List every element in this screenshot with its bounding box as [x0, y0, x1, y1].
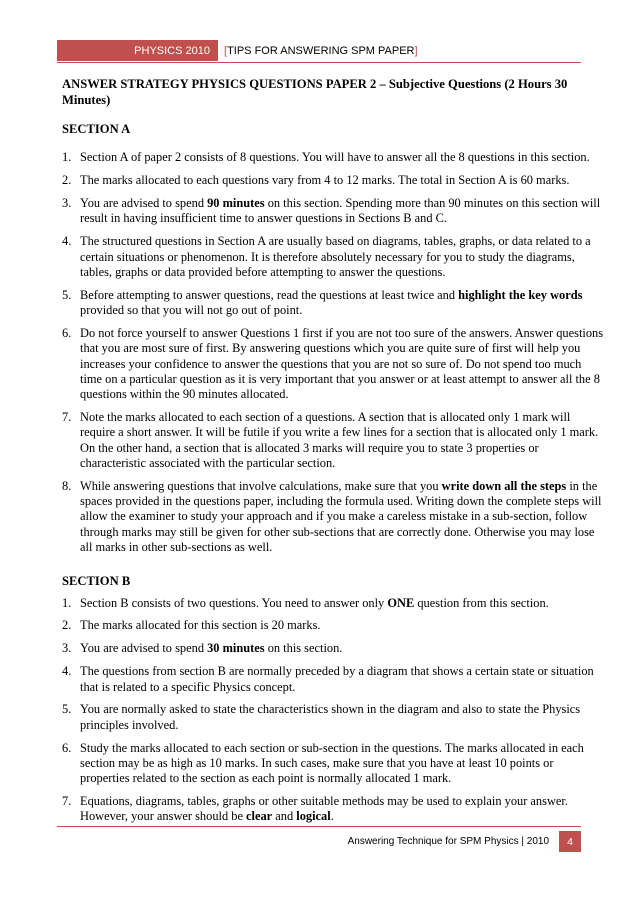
item-emphasis: 30 minutes [207, 641, 265, 656]
item-text: and [272, 809, 297, 824]
list-item [62, 173, 604, 188]
item-text: question from this section. [414, 595, 549, 610]
item-number: 1. [62, 595, 72, 610]
list-item [62, 664, 604, 695]
section-b-heading: SECTION B [62, 574, 131, 589]
item-text: Study the marks allocated to each section or sub-section in the questions. The marks allocated in each section may be as high as 10 marks. In such cases, make sure that you have at least 10 points or properties related to the section as each point is normally allocated 1 mark. [80, 740, 584, 786]
item-number: 2. [62, 173, 72, 188]
item-number: 5. [62, 287, 72, 302]
item-text: Do not force yourself to answer Questions 1 first if you are not too sure of the answers. Answer questions that you are most sure of first. By answering questions which you are quite sure of first will help you increases your confidence to answer the questions that you are not so sure of. Do not spend too much time on a particular question as it is very important that you answer or at least attempt to answer all the 8 questions within the 90 minutes allocated. [80, 325, 604, 402]
item-number: 8. [62, 478, 72, 493]
item-text: The questions from section B are normally preceded by a diagram that shows a certain state or situation that is related to a specific Physics concept. [80, 664, 594, 694]
item-emphasis: ONE [387, 595, 415, 610]
page-footer [348, 831, 581, 852]
item-number: 3. [62, 641, 72, 656]
list-item [62, 479, 604, 555]
list-item [62, 234, 604, 280]
header-rule [57, 62, 581, 63]
list-item [62, 196, 604, 227]
item-emphasis: logical [296, 809, 331, 824]
list-item [62, 618, 604, 633]
item-number: 3. [62, 196, 72, 211]
section-a-heading: SECTION A [62, 122, 131, 136]
list-item [62, 410, 604, 471]
item-text: Before attempting to answer questions, read the questions at least twice and [80, 287, 459, 302]
list-item [62, 288, 604, 319]
item-number: 4. [62, 664, 72, 679]
item-number: 5. [62, 702, 72, 717]
document-title: ANSWER STRATEGY PHYSICS QUESTIONS PAPER 2 – Subjective Questions (2 Hours 30 Minutes) [62, 77, 568, 107]
page-content [62, 76, 604, 832]
item-number: 1. [62, 150, 72, 165]
item-text: While answering questions that involve calculations, make sure that you [80, 478, 442, 493]
item-text: Section A of paper 2 consists of 8 questions. You will have to answer all the 8 questions in this section. [80, 150, 590, 165]
list-item [62, 641, 604, 656]
item-text: on this section. [264, 641, 343, 656]
page-header [57, 40, 418, 61]
item-number: 6. [62, 325, 72, 340]
item-number: 7. [62, 794, 72, 809]
section-a-list [62, 150, 604, 555]
item-emphasis: 90 minutes [207, 196, 265, 211]
header-bracket-close: ] [414, 44, 418, 57]
item-text: The structured questions in Section A are usually based on diagrams, tables, graphs, or data related to a certain situations or phenomenon. It is therefore absolutely necessary for you to study the diagrams, tables, graphs or data provided before attempting to answer the questions. [80, 234, 591, 279]
list-item [62, 326, 604, 402]
header-title-wrap [224, 45, 418, 57]
item-emphasis: clear [246, 809, 273, 824]
list-item [62, 596, 604, 611]
item-text: Equations, diagrams, tables, graphs or other suitable methods may be used to explain your answer. However, your answer should be [80, 794, 568, 824]
list-item [62, 794, 604, 825]
page-number-badge [559, 831, 581, 852]
header-course: PHYSICS 2010 [134, 44, 210, 57]
item-text: provided so that you will not go out of point. [80, 303, 303, 318]
item-text: You are normally asked to state the characteristics shown in the diagram and also to state the Physics principles involved. [80, 702, 581, 732]
list-item [62, 150, 604, 165]
header-course-badge [57, 40, 218, 61]
item-number: 2. [62, 618, 72, 633]
item-text: in the spaces provided in the questions paper, including the formula used. Writing down the complete steps will allow the examiner to study your approach and if you make a careless mistake in a sub-section, follow through marks may still be given for other sub-sections that are correctly done. Otherwise you may lose all marks in other sub-sections as well. [80, 478, 602, 554]
item-text: The marks allocated to each questions vary from 4 to 12 marks. The total in Section A is 60 marks. [80, 173, 570, 188]
footer-rule [57, 826, 581, 827]
list-item [62, 741, 604, 787]
footer-text: Answering Technique for SPM Physics | 2010 [347, 836, 549, 847]
item-text: The marks allocated for this section is 20 marks. [80, 618, 321, 633]
header-title: TIPS FOR ANSWERING SPM PAPER [227, 44, 415, 57]
header-bracket-open: [ [224, 44, 228, 57]
item-number: 7. [62, 410, 72, 425]
item-text: You are advised to spend [80, 641, 208, 656]
item-text: . [330, 809, 334, 824]
page-number: 4 [567, 835, 573, 848]
list-item [62, 702, 604, 733]
item-number: 6. [62, 740, 72, 755]
item-text: on this section. Spending more than 90 minutes on this section will result in having insufficient time to answer questions in Sections B and C. [80, 196, 601, 226]
item-text: Note the marks allocated to each section of a questions. A section that is allocated only 1 mark will require a short answer. It will be futile if you write a few lines for a section that is allocated only 1 mark. On the other hand, a section that is allocated 3 marks will require you to state 3 properties or characteristic associated with the particular section. [80, 410, 599, 470]
item-emphasis: write down all the steps [441, 478, 567, 493]
item-text: You are advised to spend [80, 196, 208, 211]
item-text: Section B consists of two questions. You need to answer only [80, 595, 388, 610]
section-b-list [62, 596, 604, 825]
item-emphasis: highlight the key words [458, 287, 583, 302]
item-number: 4. [62, 234, 72, 249]
